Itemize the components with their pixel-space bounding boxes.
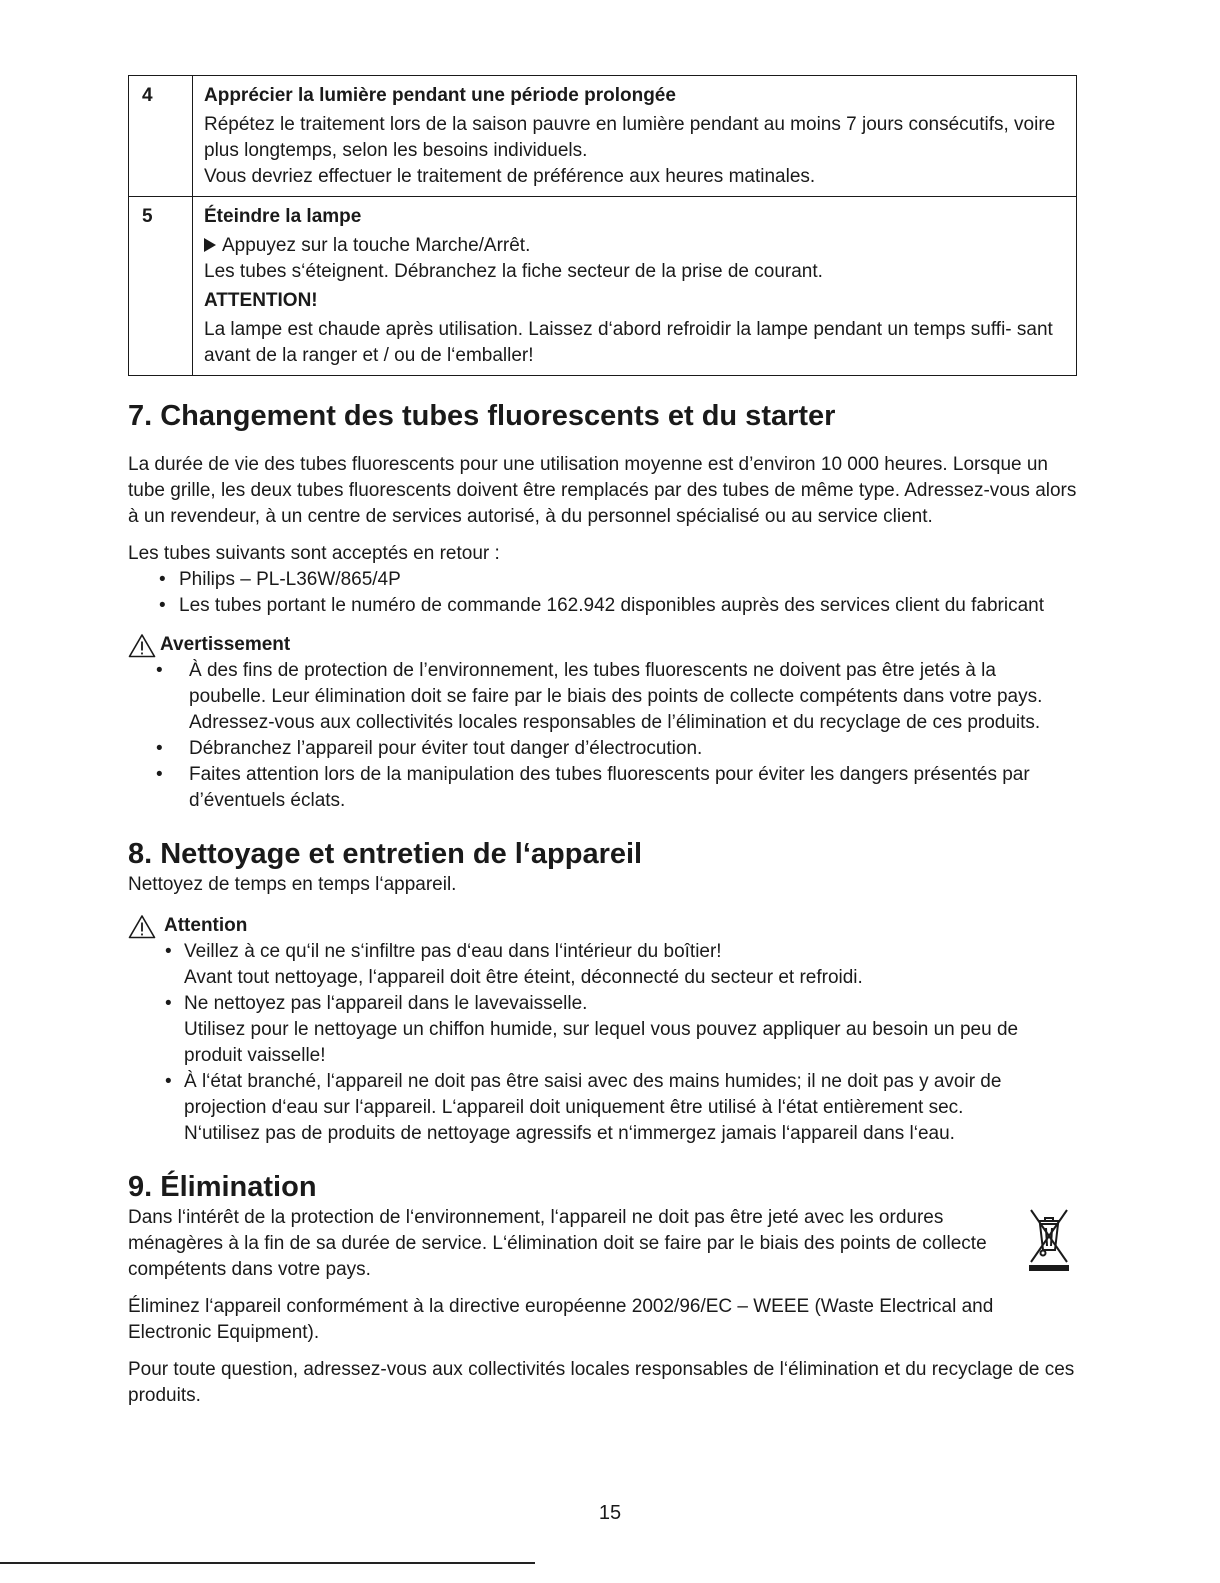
step-number: 4 [129,76,193,197]
step-title: Éteindre la lampe [204,206,362,227]
list-item [128,991,1078,1069]
warning-title: Avertissement [160,634,291,655]
accepted-tubes-list [128,567,1078,619]
section-7-intro: La durée de vie des tubes fluorescents pour une utilisation moyenne est d’environ 10 000 heures. Lorsque un tube grille, les deux tubes fluorescents doivent être remplacés par des tubes de même type. Adressez-vous alors à un revendeur, à un centre de services autorisé, à du personnel spécialisé ou au service client. [128,454,1077,527]
list-item-lead: • À l‘état branché, l‘appareil ne doit pas être saisi avec des mains humides; il ne doit pas y avoir de projection d‘eau sur l‘appareil. L‘appareil doit uniquement être utilisé à l‘état entièrement sec. [184,1071,1002,1118]
list-item: • Faites attention lors de la manipulation des tubes fluorescents pour éviter les dangers présentés par d’éventuels éclats. [128,762,1078,814]
warning-triangle-icon [128,914,160,939]
section-7-title: 7. Changement des tubes fluorescents et du starter [128,400,836,432]
list-item-detail: Utilisez pour le nettoyage un chiffon humide, sur lequel vous pouvez appliquer au besoin un peu de produit vaisselle! [184,1019,1019,1066]
accepted-tubes-label: Les tubes suivants sont acceptés en retour : [128,543,500,564]
warning-heading [128,632,1078,658]
list-item: • À des fins de protection de l’environnement, les tubes fluorescents ne doivent pas être jetés à la poubelle. Leur élimination doit se faire par le biais des points de collecte compétents dans votre pays. Adressez-vous aux collectivités locales responsables de l’élimination et du recyclage de ces produits. [128,658,1078,736]
section-8-title: 8. Nettoyage et entretien de l‘appareil [128,838,643,870]
elimination-block [128,1205,1078,1283]
section-9-paragraph: Éliminez l‘appareil conformément à la directive européenne 2002/96/EC – WEEE (Waste Electrical and Electronic Equipment). [128,1296,994,1343]
step-title: Apprécier la lumière pendant une période prolongée [204,85,676,106]
section-9-paragraph: Pour toute question, adressez-vous aux collectivités locales responsables de l‘élimination et du recyclage de ces produits. [128,1359,1075,1406]
step-action-text: Appuyez sur la touche Marche/Arrêt. [222,235,531,256]
page-number: 15 [598,1502,622,1524]
step-text: Vous devriez effectuer le traitement de préférence aux heures matinales. [204,166,816,187]
attention-list [128,939,1078,1147]
step-number: 5 [129,197,193,376]
list-item-lead: • Ne nettoyez pas l‘appareil dans le lavevaisselle. [184,993,588,1014]
list-item: • Débranchez l’appareil pour éviter tout danger d’électrocution. [128,736,1078,762]
list-item: • Philips – PL-L36W/865/4P [128,567,1078,593]
list-item-detail: N‘utilisez pas de produits de nettoyage agressifs et n‘immergez jamais l‘appareil dans l‘eau. [184,1123,955,1144]
attention-title: Attention [164,915,248,936]
step-row-4 [129,76,1077,197]
section-8-intro: Nettoyez de temps en temps l‘appareil. [128,874,457,895]
steps-table [128,75,1077,376]
section-9-title: 9. Élimination [128,1171,317,1203]
warning-triangle-icon [128,633,156,658]
document-page [128,75,1078,1409]
list-item [128,1069,1078,1147]
step-content [193,197,1077,376]
play-arrow-icon [204,238,216,252]
list-item-lead: • Veillez à ce qu‘il ne s‘infiltre pas d‘eau dans l‘intérieur du boîtier! [184,941,722,962]
step-action [204,233,1064,259]
section-9-paragraph: Dans l‘intérêt de la protection de l‘environnement, l‘appareil ne doit pas être jeté avec les ordures ménagères à la fin de sa durée de service. L‘élimination doit se faire par le biais des points de collecte compétents dans votre pays. [128,1207,987,1280]
step-text: Répétez le traitement lors de la saison pauvre en lumière pendant au moins 7 jours consécutifs, voire plus longtemps, selon les besoins individuels. [204,114,1056,161]
list-item [128,939,1078,991]
list-item: • Les tubes portant le numéro de commande 162.942 disponibles auprès des services client du fabricant [128,593,1078,619]
list-item-detail: Avant tout nettoyage, l‘appareil doit être éteint, déconnecté du secteur et refroidi. [184,967,863,988]
warning-list [128,658,1078,814]
crossed-out-wheelie-bin-icon [1026,1207,1072,1271]
attention-text: La lampe est chaude après utilisation. Laissez d‘abord refroidir la lampe pendant un temps suffi- sant avant de la ranger et / ou de l‘emballer! [204,319,1053,366]
attention-heading [128,913,1078,939]
step-result: Les tubes s‘éteignent. Débranchez la fiche secteur de la prise de courant. [204,261,823,282]
attention-label: ATTENTION! [204,290,318,311]
divider [0,1562,535,1564]
step-content [193,76,1077,197]
step-row-5 [129,197,1077,376]
